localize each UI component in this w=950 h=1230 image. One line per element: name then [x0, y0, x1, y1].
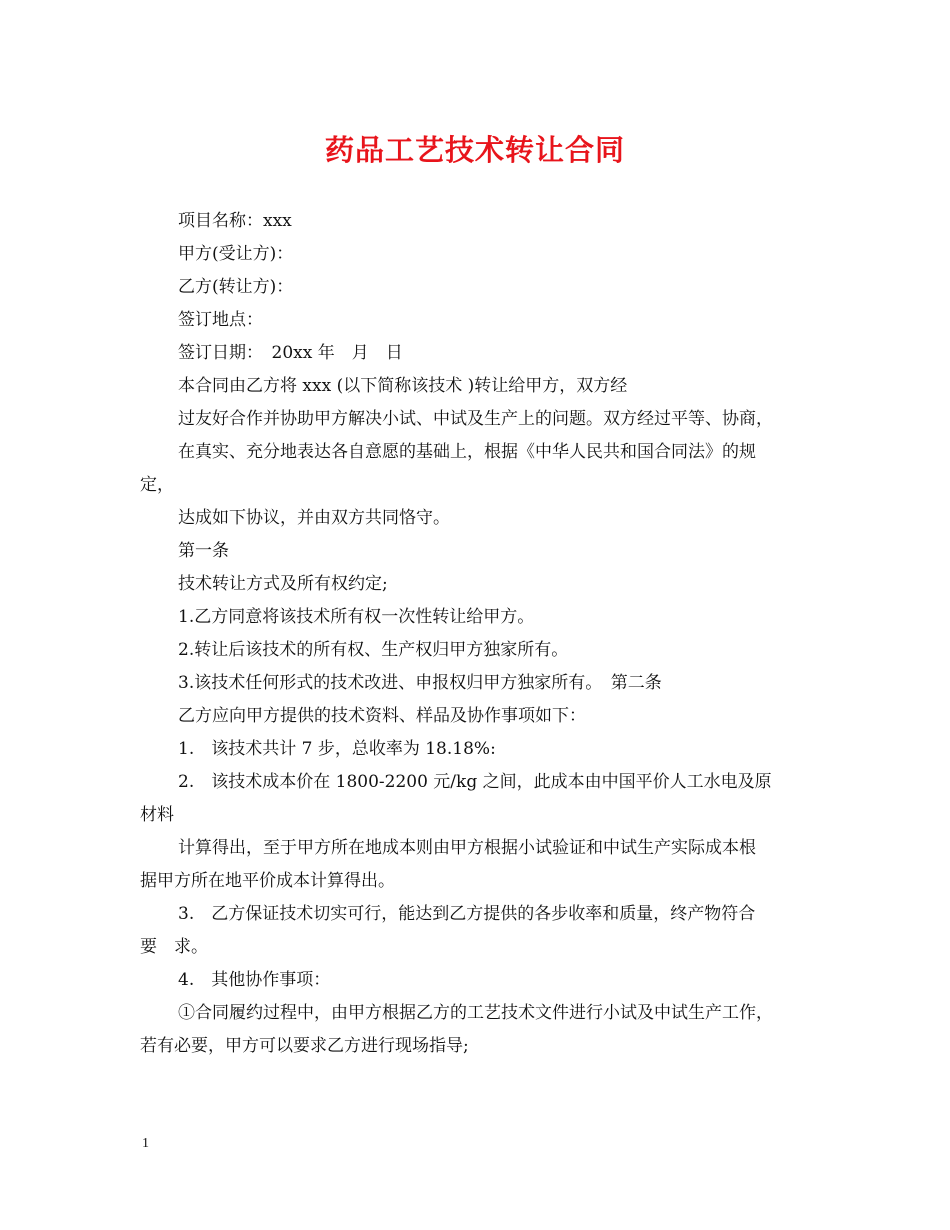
text-line: 3.该技术任何形式的技术改进、申报权归甲方独家所有。 第二条 [178, 673, 662, 693]
text-line: 3. 乙方保证技术切实可行，能达到乙方提供的各步收率和质量，终产物符合 [178, 904, 756, 924]
text-line: 乙方(转让方)： [178, 277, 294, 297]
document-body [140, 205, 820, 1063]
text-line: 要 求。 [140, 937, 208, 957]
text-line: 第一条 [178, 541, 229, 561]
text-line: ①合同履约过程中，由甲方根据乙方的工艺技术文件进行小试及中试生产工作， [178, 1003, 773, 1023]
text-line: 若有必要，甲方可以要求乙方进行现场指导; [140, 1036, 469, 1056]
text-line: 4. 其他协作事项： [178, 970, 331, 990]
text-line: 计算得出，至于甲方所在地成本则由甲方根据小试验证和中试生产实际成本根 [178, 838, 756, 858]
text-line: 定， [140, 475, 174, 495]
text-line: 1. 该技术共计 7 步，总收率为 18.18%: [178, 739, 496, 759]
text-line: 2. 该技术成本价在 1800-2200 元/kg 之间，此成本由中国平价人工水电及原 [178, 772, 772, 792]
page-number: 1 [142, 1136, 149, 1151]
text-line: 达成如下协议，并由双方共同恪守。 [178, 508, 450, 528]
text-line: 技术转让方式及所有权约定; [178, 574, 388, 594]
text-line: 过友好合作并协助甲方解决小试、中试及生产上的问题。双方经过平等、协商， [178, 409, 773, 429]
text-line: 在真实、充分地表达各自意愿的基础上，根据《中华人民共和国合同法》的规 [178, 442, 756, 462]
text-line: 据甲方所在地平价成本计算得出。 [140, 871, 395, 891]
text-line: 甲方(受让方)： [178, 244, 294, 264]
text-line: 签订地点： [178, 310, 263, 330]
text-line: 材料 [140, 805, 174, 825]
text-line: 1.乙方同意将该技术所有权一次性转让给甲方。 [178, 607, 535, 627]
text-line: 签订日期： 20xx 年 月 日 [178, 343, 403, 363]
text-line: 本合同由乙方将 xxx (以下简称该技术 )转让给甲方，双方经 [178, 376, 628, 396]
text-line: 2.转让后该技术的所有权、生产权归甲方独家所有。 [178, 640, 569, 660]
text-line: 乙方应向甲方提供的技术资料、样品及协作事项如下： [178, 706, 586, 726]
document-title: 药品工艺技术转让合同 [324, 133, 625, 167]
text-line: 项目名称：xxx [178, 211, 292, 231]
